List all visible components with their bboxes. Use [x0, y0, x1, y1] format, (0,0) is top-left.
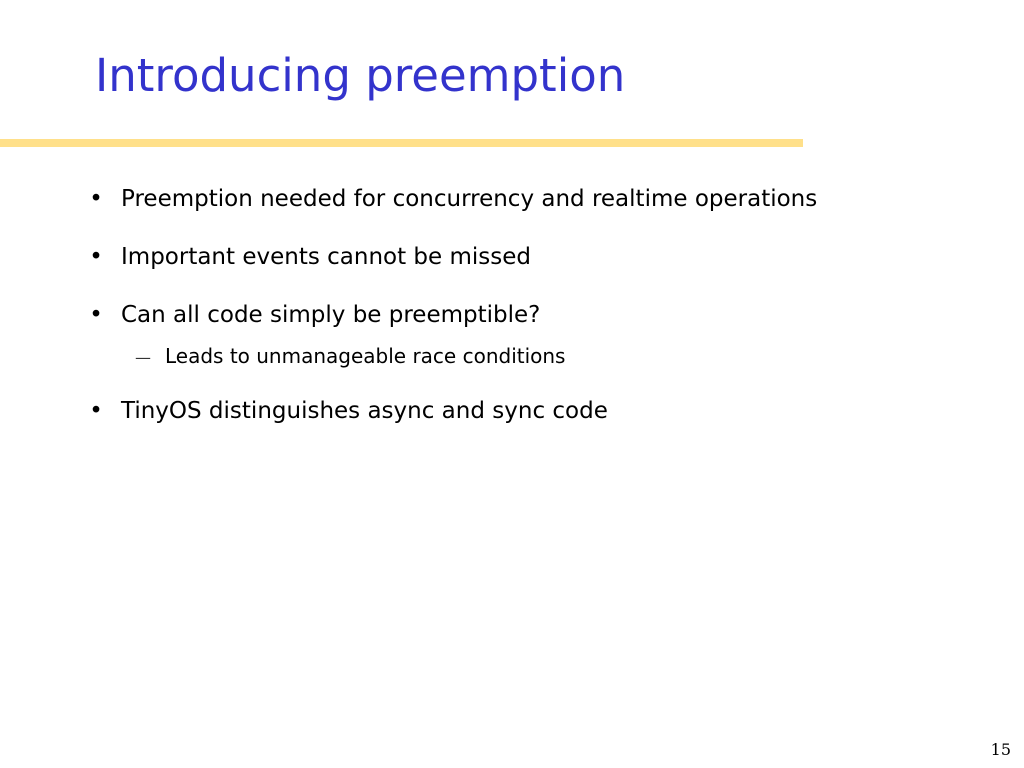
bullet-list [87, 180, 817, 430]
bullet-text: Important events cannot be missed [121, 244, 532, 270]
bullet-text: Preemption needed for concurrency and realtime operations [121, 186, 818, 212]
bullet-text: TinyOS distinguishes async and sync code [121, 398, 608, 424]
page-number: 15 [990, 740, 1011, 759]
bullet-dot-icon: • [89, 186, 103, 212]
title-underline-bar [0, 139, 803, 147]
bullet-item [87, 296, 817, 372]
bullet-dot-icon: • [89, 398, 103, 424]
dash-icon: — [135, 348, 151, 367]
bullet-dot-icon: • [89, 302, 103, 328]
bullet-item [87, 392, 817, 430]
sub-bullet-list [121, 340, 817, 372]
sub-bullet-text: Leads to unmanageable race conditions [165, 344, 566, 368]
bullet-item [87, 238, 817, 276]
bullet-item [87, 180, 817, 218]
sub-bullet-item [121, 340, 817, 372]
bullet-dot-icon: • [89, 244, 103, 270]
slide-title: Introducing preemption [95, 49, 626, 102]
bullet-text: Can all code simply be preemptible? [121, 302, 541, 328]
